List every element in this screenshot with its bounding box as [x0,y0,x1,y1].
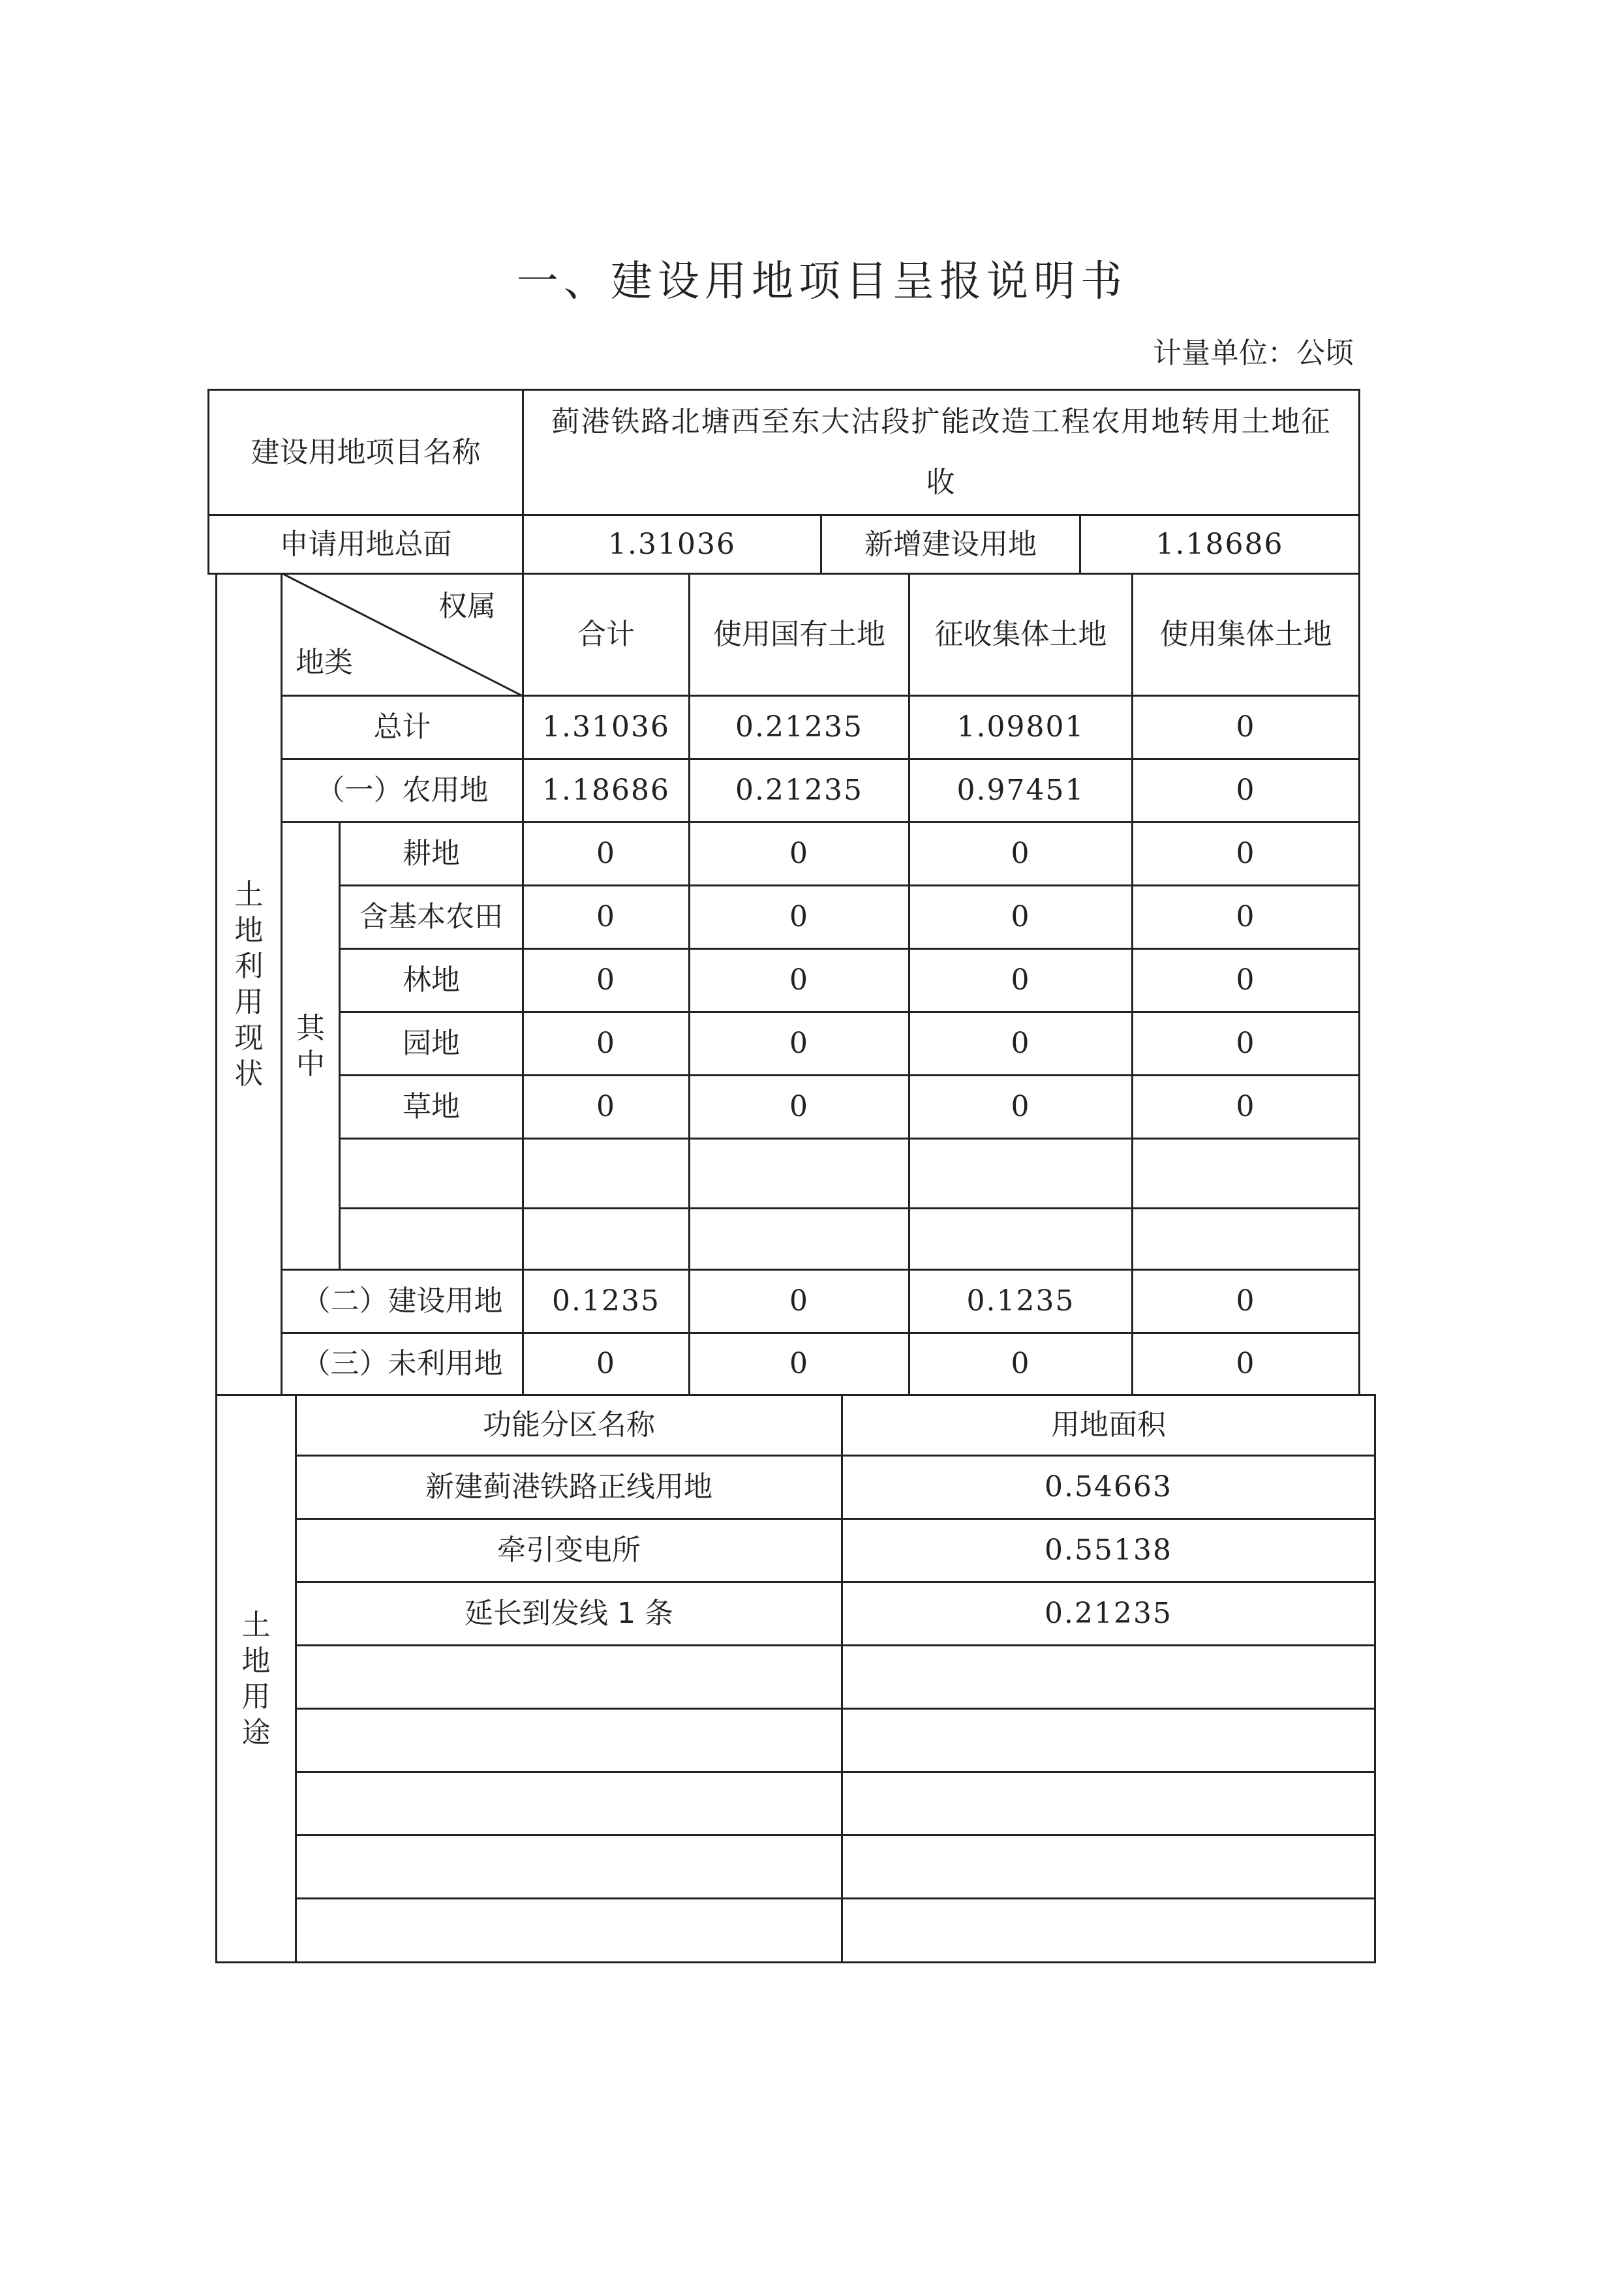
status-cell: 0.1235 [522,1269,690,1334]
new-construction-label: 新增建设用地 [820,514,1081,575]
total-area-value: 1.31036 [522,514,822,575]
project-name-label: 建设用地项目名称 [207,389,524,516]
status-cell: 0 [688,1074,910,1140]
side-label-char: 状 [234,1057,264,1091]
status-cell [908,1138,1133,1209]
status-cell [1131,1138,1360,1209]
col-header-collective-expropriated: 征收集体土地 [908,573,1133,697]
usage-row-name [295,1897,843,1963]
status-cell [522,1138,690,1209]
status-row-label [339,1138,524,1209]
usage-row-area: 0.54663 [841,1455,1376,1520]
unit-note: 计量单位：公顷 [1153,337,1354,370]
diagonal-header-ownership: 权属 [438,590,496,623]
usage-row-area [841,1644,1376,1710]
status-cell [688,1138,910,1209]
land-status-side-label [215,573,282,1396]
status-cell: 0 [688,1269,910,1334]
status-cell: 0 [1131,821,1360,886]
status-cell: 0 [908,948,1133,1013]
status-cell: 0 [688,821,910,886]
status-cell: 0 [688,1011,910,1076]
status-cell: 0 [908,821,1133,886]
side-label-char: 现 [234,1021,264,1055]
usage-header-zone-name: 功能分区名称 [295,1394,843,1457]
status-cell: 1.09801 [908,695,1133,760]
status-row-label: 含基本农田 [339,884,524,950]
document-title: 一、建设用地项目呈报说明书 [517,258,1127,306]
side-label-char: 用 [241,1680,271,1714]
usage-row-name: 新建蓟港铁路正线用地 [295,1455,843,1520]
usage-row-area: 0.21235 [841,1581,1376,1646]
usage-row-name: 延长到发线 1 条 [295,1581,843,1646]
status-cell: 0 [1131,695,1360,760]
usage-row-name [295,1708,843,1773]
status-row-label: 耕地 [339,821,524,886]
usage-row-name [295,1644,843,1710]
status-cell: 0 [1131,1332,1360,1396]
status-cell: 0 [688,1332,910,1396]
usage-header-area: 用地面积 [841,1394,1376,1457]
status-cell: 0.21235 [688,758,910,823]
col-header-total: 合计 [522,573,690,697]
status-cell: 0 [522,1332,690,1396]
status-cell: 0.1235 [908,1269,1133,1334]
status-cell: 0 [522,1011,690,1076]
status-cell [1131,1207,1360,1271]
total-area-label: 申请用地总面 [207,514,524,575]
status-cell: 0 [522,1074,690,1140]
status-cell: 0 [908,1011,1133,1076]
status-row-label: 总计 [281,695,524,760]
side-label-char: 其 [296,1011,325,1045]
status-row-label: （一）农用地 [281,758,524,823]
diagonal-header-landtype: 地类 [296,646,353,680]
status-cell: 0 [908,1332,1133,1396]
status-row-label: 园地 [339,1011,524,1076]
status-row-label [339,1207,524,1271]
status-cell: 1.18686 [522,758,690,823]
status-row-label: 林地 [339,948,524,1013]
status-cell: 0.21235 [688,695,910,760]
status-row-label: （二）建设用地 [281,1269,524,1334]
status-cell: 1.31036 [522,695,690,760]
usage-row-area [841,1771,1376,1836]
usage-row-name [295,1771,843,1836]
land-usage-side-label [215,1394,297,1963]
usage-row-name: 牵引变电所 [295,1518,843,1583]
status-cell: 0 [522,884,690,950]
status-cell: 0 [522,821,690,886]
side-label-char: 地 [234,914,264,947]
status-cell: 0 [908,884,1133,950]
usage-row-area [841,1708,1376,1773]
side-label-char: 用 [234,986,264,1019]
side-label-char: 土 [241,1608,271,1642]
status-cell [908,1207,1133,1271]
usage-row-area [841,1897,1376,1963]
status-cell: 0 [1131,948,1360,1013]
status-cell: 0 [908,1074,1133,1140]
side-label-char: 土 [234,878,264,911]
of-which-side-label [281,821,341,1271]
usage-row-area: 0.55138 [841,1518,1376,1583]
diagonal-header [281,573,524,697]
status-cell: 0 [1131,1074,1360,1140]
new-construction-value: 1.18686 [1079,514,1360,575]
side-label-char: 利 [234,950,264,983]
col-header-collective-used: 使用集体土地 [1131,573,1360,697]
status-cell: 0 [688,884,910,950]
status-row-label: 草地 [339,1074,524,1140]
status-cell: 0 [688,948,910,1013]
status-cell: 0 [1131,758,1360,823]
project-name-value: 蓟港铁路北塘西至东大沽段扩能改造工程农用地转用土地征收 [522,389,1360,516]
status-cell: 0.97451 [908,758,1133,823]
side-label-char: 途 [241,1715,271,1749]
status-cell: 0 [1131,1269,1360,1334]
side-label-char: 中 [296,1047,325,1081]
status-cell: 0 [1131,884,1360,950]
usage-row-area [841,1834,1376,1899]
status-cell: 0 [1131,1011,1360,1076]
status-row-label: （三）未利用地 [281,1332,524,1396]
usage-row-name [295,1834,843,1899]
status-cell [688,1207,910,1271]
status-cell: 0 [522,948,690,1013]
side-label-char: 地 [241,1644,271,1678]
col-header-state-land: 使用国有土地 [688,573,910,697]
status-cell [522,1207,690,1271]
